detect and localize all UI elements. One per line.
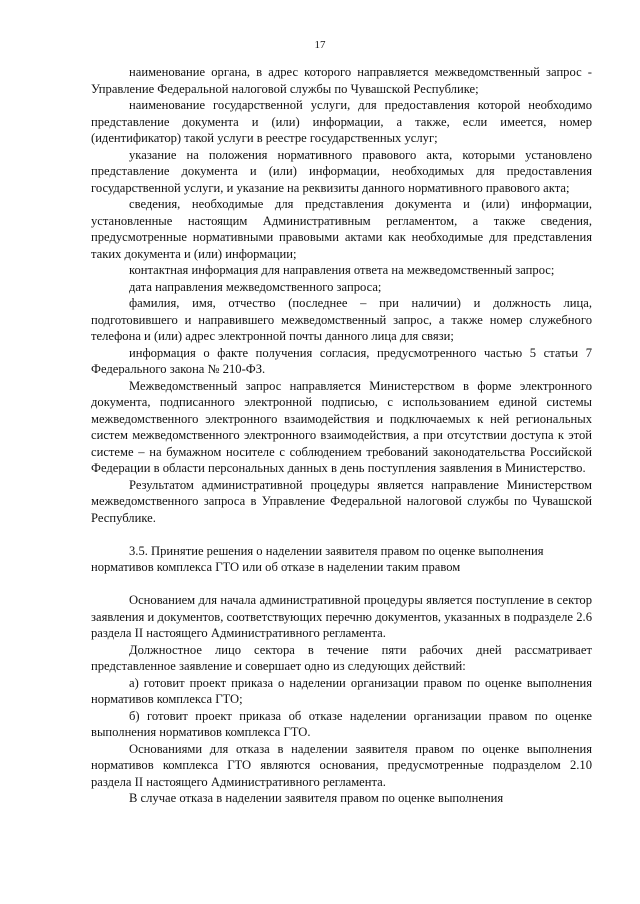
spacer (91, 526, 592, 543)
paragraph: фамилия, имя, отчество (последнее – при наличии) и должность лица, подготовившего и направившего межведомственный запрос, а также номер служебного телефона и (или) адрес электронной почты данного лица для связи; (91, 296, 592, 343)
paragraph: контактная информация для направления ответа на межведомственный запрос; (129, 263, 555, 277)
spacer (91, 576, 592, 593)
document-body (91, 64, 592, 807)
paragraph: Основаниями для отказа в наделении заявителя правом по оценке выполнения нормативов комплекса ГТО являются основания, предусмотренные подразделом 2.10 раздела II настоящего Административного регламента. (91, 741, 592, 789)
paragraph: Межведомственный запрос направляется Министерством в форме электронного документа, подписанного электронной подписью, с использованием единой системы межведомственного электронного взаимодействия и подключаемых к ней региональных систем межведомственного электронного взаимодействия, а при отсутствии доступа к этой системе – на бумажном носителе с соблюдением требований законодательства Российской Федерации в области персональных данных в день поступления заявления в Министерство. (91, 378, 592, 475)
paragraph: В случае отказа в наделении заявителя правом по оценке выполнения (129, 791, 504, 805)
paragraph: информация о факте получения согласия, предусмотренного частью 5 статьи 7 Федерального закона № 210-ФЗ. (91, 345, 592, 376)
paragraph: наименование органа, в адрес которого направляется межведомственный запрос - Управление Федеральной налоговой службы по Чувашской Республике; (91, 65, 592, 96)
paragraph: дата направления межведомственного запроса; (129, 279, 382, 294)
paragraph: Результатом административной процедуры является направление Министерством межведомственного запроса в Управление Федеральной налоговой службы по Чувашской Республике. (91, 477, 592, 525)
paragraph: указание на положения нормативного правового акта, которыми установлено представление документа и (или) информации, необходимых для предоставления государственной услуги, и указание на реквизиты данного нормативного правового акта; (91, 147, 592, 195)
page-number: 17 (314, 39, 326, 51)
paragraph: наименование государственной услуги, для предоставления которой необходимо представление документа и (или) информации, а также, если имеется, номер (идентификатор) такой услуги в реестре государственных услуг; (91, 98, 592, 145)
paragraph: сведения, необходимые для представления документа и (или) информации, установленные настоящим Административным регламентом, а также сведения, предусмотренные нормативными правовыми актами как необходимые для представления таких документа и (или) информации; (91, 197, 592, 261)
paragraph: Должностное лицо сектора в течение пяти рабочих дней рассматривает представленное заявление и совершает одно из следующих действий: (91, 642, 592, 673)
paragraph: Основанием для начала административной процедуры является поступление в сектор заявления и документов, соответствующих перечню документов, указанных в подразделе 2.6 раздела II настоящего Административного регламента. (91, 593, 592, 640)
paragraph: б) готовит проект приказа об отказе наделении организации правом по оценке выполнения нормативов комплекса ГТО. (91, 708, 592, 739)
section-title: 3.5. Принятие решения о наделении заявителя правом по оценке выполнения нормативов комплекса ГТО или об отказе в наделении таким правом (91, 543, 544, 574)
paragraph: а) готовит проект приказа о наделении организации правом по оценке выполнения нормативов комплекса ГТО; (91, 675, 592, 706)
